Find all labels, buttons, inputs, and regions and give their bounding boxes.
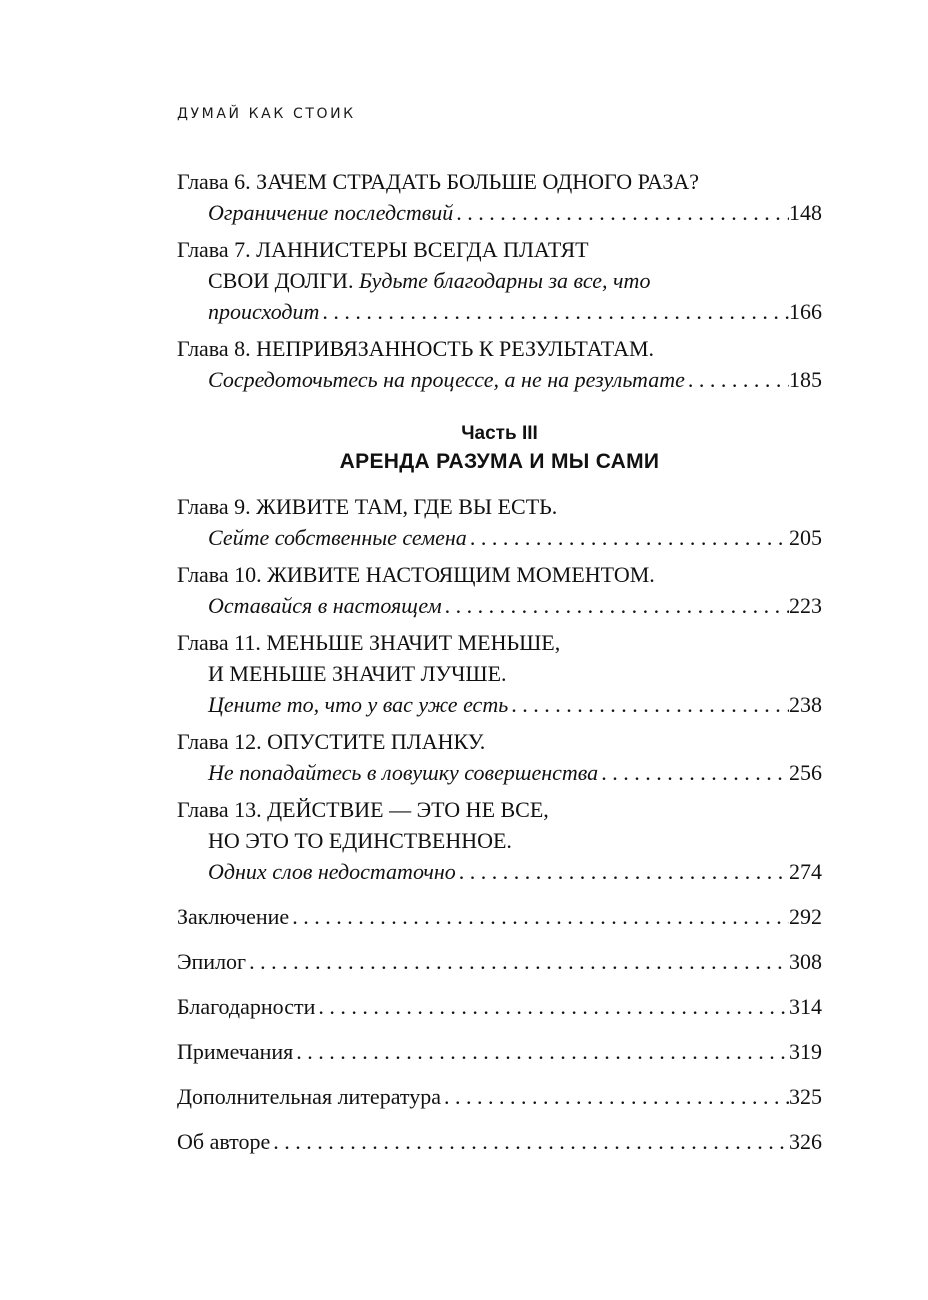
toc-entry-chapter-11[interactable] (177, 627, 822, 720)
chapter-subtitle: Сейте собственные семена (208, 525, 467, 550)
page-number: 166 (789, 299, 822, 324)
chapter-heading: Глава 12. ОПУСТИТЕ ПЛАНКУ. (177, 729, 486, 754)
page-number: 292 (789, 904, 822, 929)
chapter-heading: Глава 10. ЖИВИТЕ НАСТОЯЩИМ МОМЕНТОМ. (177, 562, 655, 587)
page-number: 325 (789, 1084, 822, 1109)
dot-leader (453, 197, 789, 228)
running-head: ДУМАЙ КАК СТОИК (177, 106, 356, 122)
dot-leader (441, 1081, 789, 1112)
dot-leader (685, 364, 789, 395)
page-number: 314 (789, 994, 822, 1019)
entry-title: Дополнительная литература (177, 1084, 441, 1109)
entry-title: Заключение (177, 904, 290, 929)
chapter-heading: Глава 8. НЕПРИВЯЗАННОСТЬ К РЕЗУЛЬТАТАМ. (177, 336, 655, 361)
dot-leader (319, 296, 789, 327)
chapter-subtitle: Оставайся в настоящем (208, 593, 442, 618)
toc-entry-chapter-6[interactable] (177, 166, 822, 228)
chapter-subtitle-line (177, 856, 822, 887)
toc-entry-chapter-12[interactable] (177, 726, 822, 788)
dot-leader (598, 757, 789, 788)
chapter-subtitle: Сосредоточьтесь на процессе, а не на результате (208, 367, 685, 392)
dot-leader (456, 856, 789, 887)
chapter-subtitle-line (177, 296, 822, 327)
chapter-subtitle-line (177, 757, 822, 788)
page-number: 238 (789, 692, 822, 717)
page-number: 326 (789, 1129, 822, 1154)
toc-entry-about-author[interactable] (177, 1126, 822, 1157)
chapter-subtitle-line (177, 364, 822, 395)
entry-title: Благодарности (177, 994, 316, 1019)
dot-leader (289, 901, 789, 932)
entry-title: Эпилог (177, 949, 247, 974)
chapter-heading: Глава 6. ЗАЧЕМ СТРАДАТЬ БОЛЬШЕ ОДНОГО РАЗА? (177, 169, 700, 194)
page-number: 256 (789, 760, 822, 785)
chapter-subtitle: Цените то, что у вас уже есть (208, 692, 509, 717)
toc-entry-conclusion[interactable] (177, 901, 822, 932)
part-title: АРЕНДА РАЗУМА И МЫ САМИ (339, 450, 660, 473)
chapter-subtitle: происходит (208, 299, 320, 324)
dot-leader (270, 1126, 789, 1157)
toc-entry-chapter-13[interactable] (177, 794, 822, 887)
page-number: 148 (789, 200, 822, 225)
chapter-heading-continued: НО ЭТО ТО ЕДИНСТВЕННОЕ. (208, 828, 512, 853)
page-number: 185 (789, 367, 822, 392)
page-number: 223 (789, 593, 822, 618)
toc-entry-epilogue[interactable] (177, 946, 822, 977)
toc-entry-acknowledgements[interactable] (177, 991, 822, 1022)
page-number: 308 (789, 949, 822, 974)
chapter-heading-continued (177, 265, 822, 296)
dot-leader (442, 590, 789, 621)
chapter-subtitle-line (177, 522, 822, 553)
dot-leader (508, 689, 789, 720)
page-number: 274 (789, 859, 822, 884)
chapter-subtitle-line (177, 590, 822, 621)
toc-entry-chapter-9[interactable] (177, 491, 822, 553)
chapter-subtitle-line (177, 689, 822, 720)
entry-title: Примечания (177, 1039, 294, 1064)
toc-entry-chapter-8[interactable] (177, 333, 822, 395)
chapter-heading: Глава 7. ЛАННИСТЕРЫ ВСЕГДА ПЛАТЯТ (177, 237, 589, 262)
dot-leader (246, 946, 789, 977)
dot-leader (293, 1036, 789, 1067)
part-label: Часть III (461, 423, 538, 444)
dot-leader (467, 522, 789, 553)
table-of-contents (177, 166, 822, 1171)
chapter-subtitle: Ограничение последствий (208, 200, 454, 225)
chapter-subtitle-start: Будьте благодарны за все, что (358, 268, 651, 293)
page-number: 319 (789, 1039, 822, 1064)
toc-entry-chapter-7[interactable] (177, 234, 822, 327)
dot-leader (315, 991, 789, 1022)
chapter-heading: Глава 13. ДЕЙСТВИЕ — ЭТО НЕ ВСЕ, (177, 797, 549, 822)
chapter-heading-continued: И МЕНЬШЕ ЗНАЧИТ ЛУЧШЕ. (208, 661, 507, 686)
toc-entry-notes[interactable] (177, 1036, 822, 1067)
chapter-subtitle: Одних слов недостаточно (208, 859, 456, 884)
chapter-subtitle-line (177, 197, 822, 228)
chapter-heading: Глава 11. МЕНЬШЕ ЗНАЧИТ МЕНЬШЕ, (177, 630, 561, 655)
chapter-subtitle: Не попадайтесь в ловушку совершенства (208, 760, 599, 785)
toc-entry-further-reading[interactable] (177, 1081, 822, 1112)
part-heading (177, 421, 822, 477)
back-matter (177, 901, 822, 1157)
chapter-heading-caps: СВОИ ДОЛГИ. (208, 268, 354, 293)
toc-entry-chapter-10[interactable] (177, 559, 822, 621)
chapter-heading: Глава 9. ЖИВИТЕ ТАМ, ГДЕ ВЫ ЕСТЬ. (177, 494, 558, 519)
entry-title: Об авторе (177, 1129, 271, 1154)
page-number: 205 (789, 525, 822, 550)
